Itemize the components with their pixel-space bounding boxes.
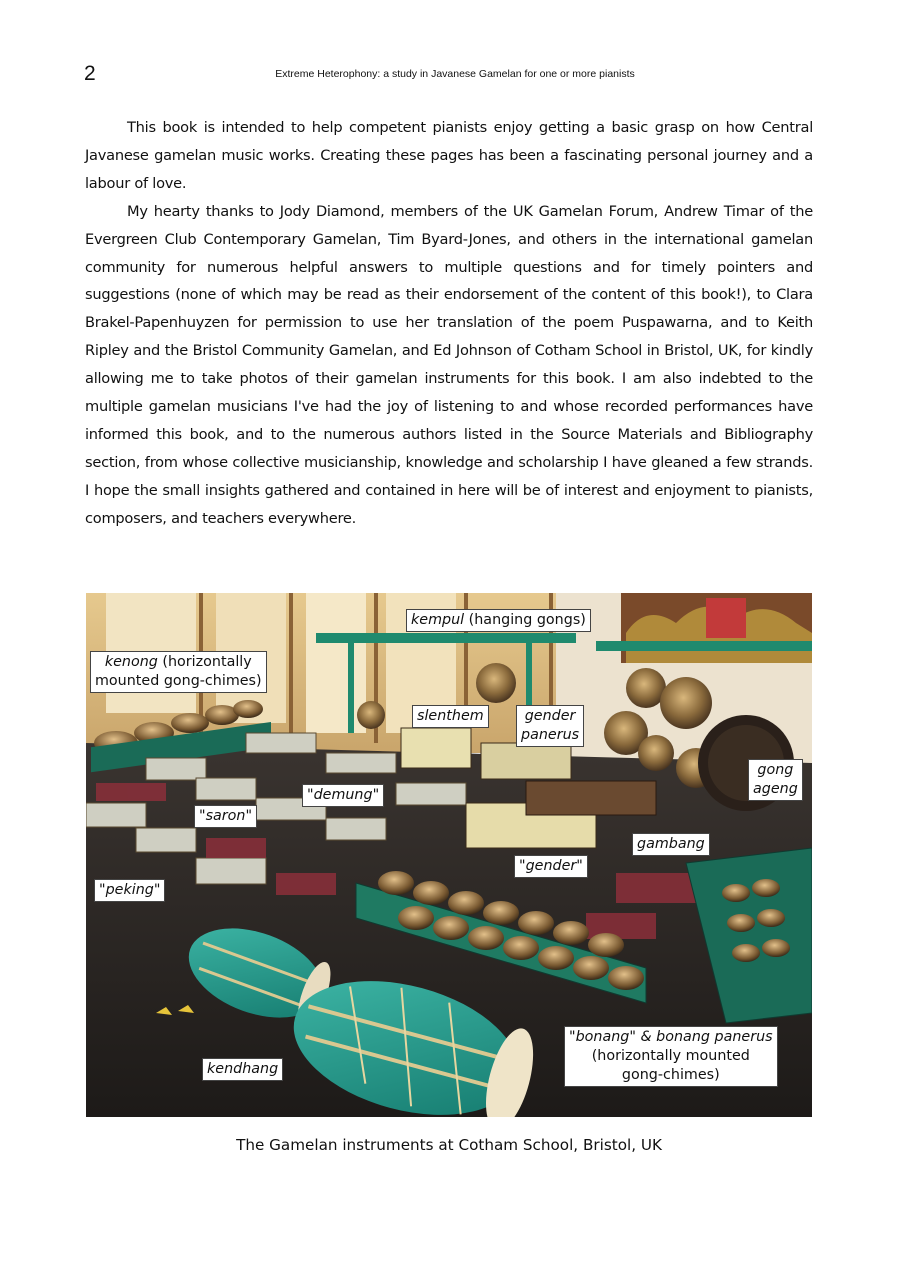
label-demung: "demung" [302,784,384,807]
running-header: Extreme Heterophony: a study in Javanese Gamelan for one or more pianists [275,68,635,80]
label-gong-ageng: gong ageng [748,759,803,801]
paragraph-thanks: My hearty thanks to Jody Diamond, members of the UK Gamelan Forum, Andrew Timar of the Evergreen Club Contemporary Gamelan, Tim Byard-Jones, and others in the international gamelan community for numerous helpful answers to multiple questions and for timely pointers and suggestions (none of which may be read as their endorsement of the content of this book!), to Clara Brakel-Papenhuyzen for permission to use her translation of the poem Puspawarna, and to Keith Ripley and the Bristol Community Gamelan, and Ed Johnson of Cotham School in Bristol, UK, for kindly allowing me to take photos of their gamelan instruments for this book. I am also indebted to the multiple gamelan musicians I've had the joy of listening to and whose recorded performances have informed this book, and to the numerous authors listed in the Source Materials and Bibliography section, from whose collective musicianship, knowledge and scholarship I have gleaned a few strands. I hope the small insights gathered and contained in here will be of interest and enjoyment to pianists, composers, and teachers everywhere. [85,202,813,527]
label-slenthem: slenthem [412,705,489,728]
label-kendhang: kendhang [202,1058,283,1081]
figure-caption: The Gamelan instruments at Cotham School, Bristol, UK [236,1136,662,1154]
label-saron: "saron" [194,805,257,828]
gamelan-photo [86,593,812,1117]
paragraph-intro: This book is intended to help competent pianists enjoy getting a basic grasp on how Central Javanese gamelan music works. Creating these pages has been a fascinating personal journey and a labour of love. [85,119,813,192]
label-gender-panerus: gender panerus [516,705,584,747]
page-number: 2 [84,62,96,85]
label-kenong: kenong (horizontally mounted gong-chimes) [90,651,267,693]
label-kempul: kempul (hanging gongs) [406,609,591,632]
body-text [85,114,813,533]
label-gambang: gambang [632,833,710,856]
label-peking: "peking" [94,879,165,902]
label-bonang: "bonang" & bonang panerus (horizontally mounted gong-chimes) [564,1026,778,1087]
label-gender: "gender" [514,855,588,878]
